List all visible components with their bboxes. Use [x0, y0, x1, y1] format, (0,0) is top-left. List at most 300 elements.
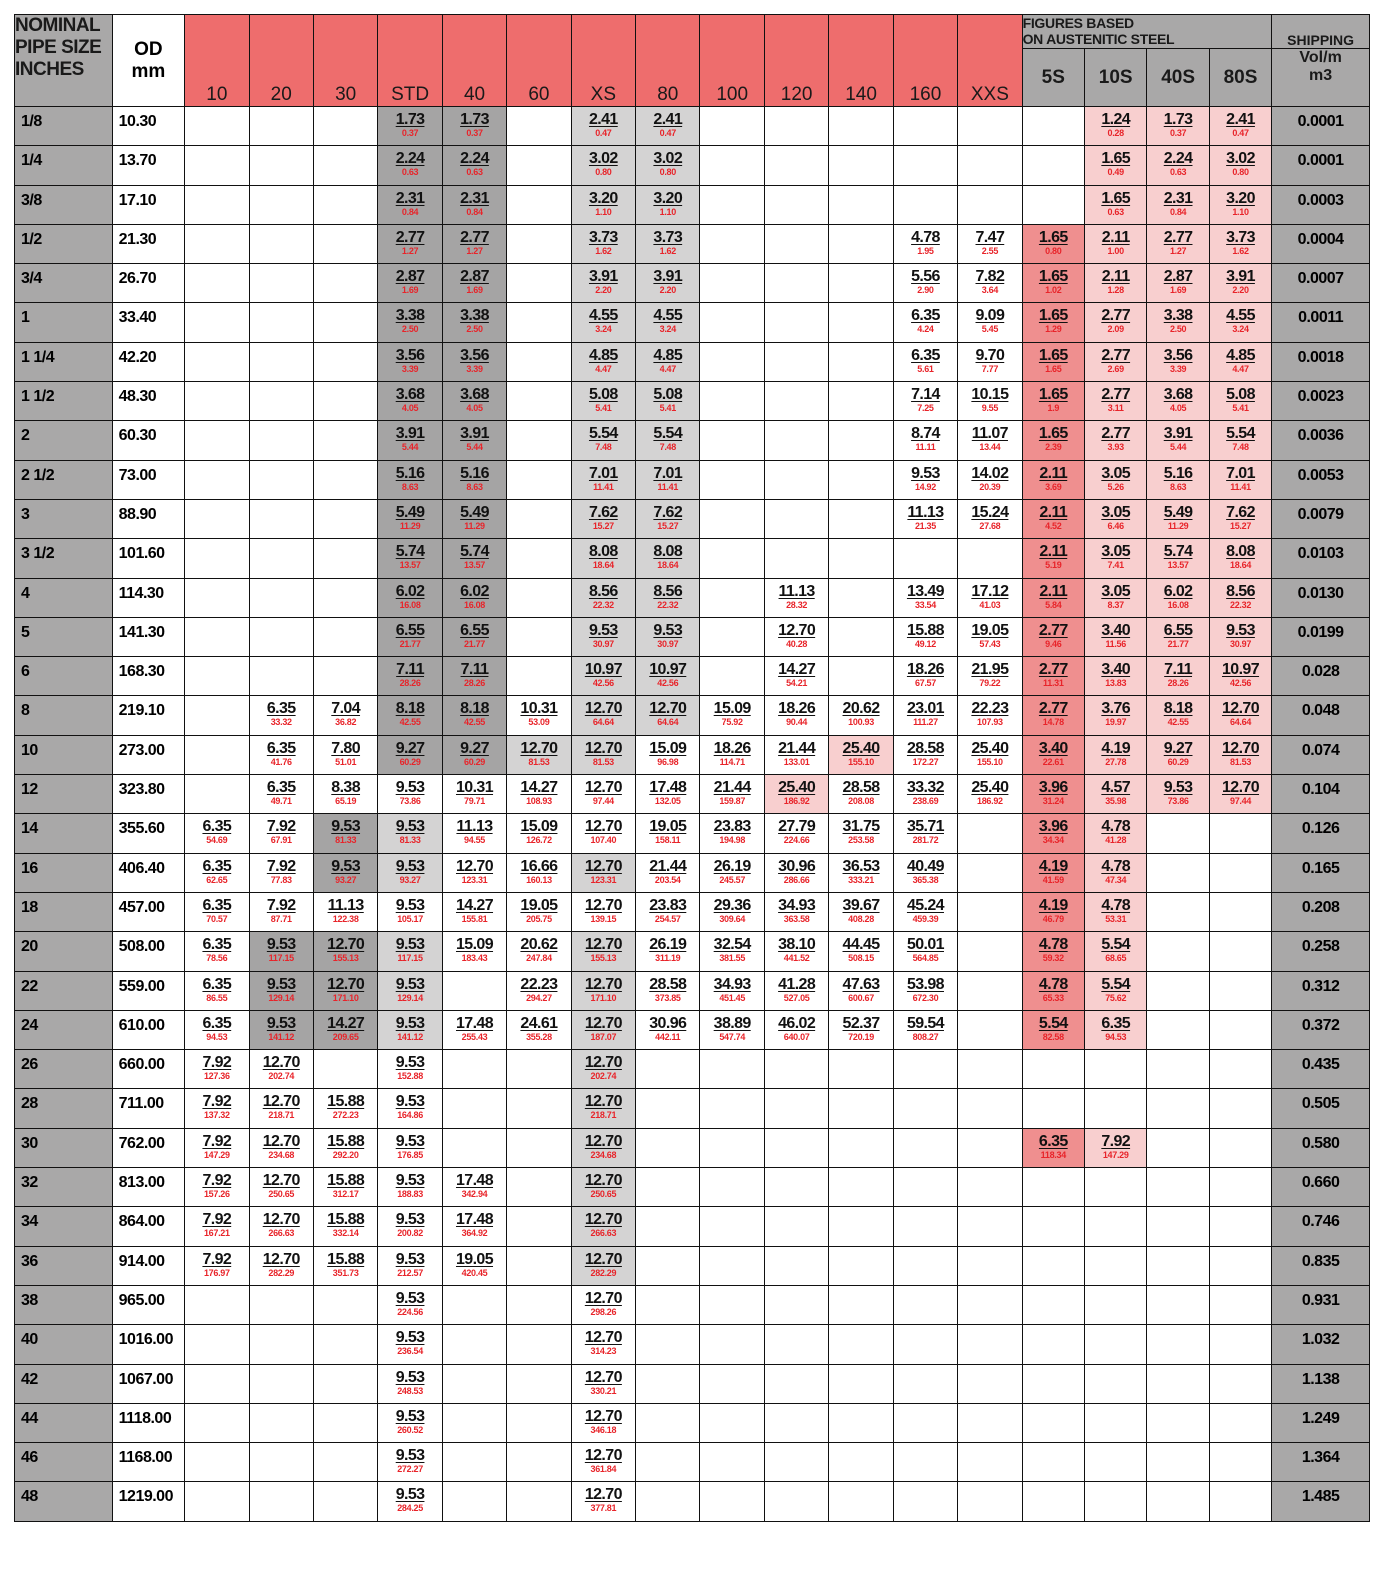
schedule-header-80: 80	[636, 15, 700, 107]
schedule-cell-60	[507, 421, 571, 460]
schedule-cell-120	[764, 1050, 828, 1089]
wall-thickness-mm: 23.83	[649, 896, 687, 914]
weight-value: 139.15	[590, 913, 617, 924]
schedule-cell-40	[442, 1482, 506, 1521]
schedule-cell-80s	[1209, 814, 1271, 853]
schedule-cell-xs	[571, 1010, 635, 1049]
schedule-cell-5s	[1022, 1207, 1084, 1246]
wall-thickness-mm: 21.95	[971, 661, 1009, 679]
schedule-cell-10	[185, 814, 249, 853]
weight-value: 19.97	[1105, 717, 1127, 728]
schedule-cell-80	[636, 932, 700, 971]
weight-value: 33.54	[914, 599, 936, 610]
wall-thickness-mm: 9.09	[975, 307, 1005, 325]
wall-thickness-mm: 5.56	[911, 268, 940, 286]
wall-thickness-mm: 9.53	[395, 1093, 425, 1111]
schedule-cell-160	[893, 814, 957, 853]
schedule-cell-30	[313, 185, 377, 224]
weight-value: 205.75	[526, 913, 552, 924]
schedule-cell-10s	[1085, 499, 1147, 538]
schedule-cell-80s	[1209, 932, 1271, 971]
schedule-cell-30	[313, 971, 377, 1010]
wall-thickness-mm: 5.16	[1163, 464, 1193, 482]
schedule-cell-xs	[571, 1482, 635, 1521]
weight-value: 0.28	[1107, 128, 1124, 138]
schedule-cell-40	[442, 1246, 506, 1285]
schedule-cell-160	[893, 1482, 957, 1521]
weight-value: 15.27	[592, 520, 614, 531]
wall-thickness-mm: 14.27	[778, 661, 816, 679]
weight-value: 272.23	[332, 1110, 359, 1121]
weight-value: 0.47	[659, 128, 676, 138]
schedule-cell-40s	[1147, 1482, 1209, 1521]
weight-value: 42.55	[1167, 717, 1189, 728]
schedule-cell-xxs	[958, 1168, 1022, 1207]
shipping-volume-cell: 0.746	[1272, 1207, 1370, 1246]
wall-thickness-mm: 8.18	[1163, 700, 1193, 718]
wall-thickness-mm: 12.70	[584, 1368, 622, 1386]
weight-value: 373.85	[654, 992, 681, 1003]
wall-thickness-mm: 2.11	[1039, 464, 1068, 482]
schedule-cell-80s	[1209, 1050, 1271, 1089]
weight-value: 208.08	[848, 796, 874, 807]
schedule-cell-std	[378, 1246, 442, 1285]
schedule-cell-10	[185, 932, 249, 971]
wall-thickness-mm: 3.76	[1101, 700, 1131, 718]
schedule-cell-5s	[1022, 185, 1084, 224]
schedule-cell-xxs	[958, 1050, 1022, 1089]
schedule-cell-10s	[1085, 342, 1147, 381]
od-cell: 406.40	[112, 853, 184, 892]
schedule-cell-std	[378, 107, 442, 146]
weight-value: 34.34	[1042, 835, 1064, 846]
schedule-cell-20	[249, 932, 313, 971]
schedule-cell-std	[378, 1010, 442, 1049]
wall-thickness-mm: 22.23	[971, 700, 1009, 718]
wall-thickness-mm: 17.48	[455, 1211, 494, 1229]
schedule-cell-10	[185, 1285, 249, 1324]
od-cell: 21.30	[112, 224, 184, 263]
wall-thickness-mm: 25.40	[842, 739, 880, 757]
table-row	[15, 1010, 1370, 1049]
table-row	[15, 1285, 1370, 1324]
weight-value: 81.33	[335, 835, 357, 846]
wall-thickness-mm: 12.70	[584, 739, 622, 757]
wall-thickness-mm: 3.56	[395, 346, 425, 364]
weight-value: 0.80	[659, 167, 676, 178]
schedule-cell-30	[313, 303, 377, 342]
weight-value: 245.57	[719, 874, 746, 885]
schedule-cell-20	[249, 1050, 313, 1089]
schedule-cell-xxs	[958, 657, 1022, 696]
weight-value: 1.27	[1169, 245, 1187, 256]
schedule-cell-140	[829, 303, 893, 342]
schedule-cell-40s	[1147, 1168, 1209, 1207]
weight-value: 1.00	[1107, 245, 1124, 256]
schedule-cell-120	[764, 499, 828, 538]
schedule-cell-140	[829, 1010, 893, 1049]
schedule-cell-10s	[1085, 657, 1147, 696]
od-cell: 114.30	[112, 578, 184, 617]
weight-value: 18.64	[657, 560, 679, 571]
schedule-cell-std	[378, 382, 442, 421]
schedule-cell-60	[507, 539, 571, 578]
wall-thickness-mm: 5.08	[653, 386, 683, 404]
schedule-cell-10	[185, 696, 249, 735]
schedule-cell-80	[636, 853, 700, 892]
schedule-cell-60	[507, 1168, 571, 1207]
wall-thickness-mm: 3.38	[395, 307, 425, 325]
wall-thickness-mm: 8.38	[331, 779, 361, 797]
schedule-cell-160	[893, 1364, 957, 1403]
weight-value: 4.47	[659, 363, 676, 374]
wall-thickness-mm: 1.65	[1101, 189, 1131, 207]
weight-value: 123.31	[590, 874, 617, 885]
wall-thickness-mm: 5.74	[395, 543, 425, 561]
wall-thickness-mm: 3.20	[1226, 189, 1255, 207]
schedule-cell-120	[764, 1246, 828, 1285]
schedule-header-10: 10	[185, 15, 249, 107]
schedule-cell-40	[442, 185, 506, 224]
nominal-size-cell: 32	[15, 1168, 113, 1207]
wall-thickness-mm: 5.54	[1038, 1014, 1068, 1032]
nominal-size-cell: 40	[15, 1325, 113, 1364]
weight-value: 286.66	[783, 874, 810, 885]
wall-thickness-mm: 7.01	[588, 464, 618, 482]
wall-thickness-mm: 3.96	[1038, 818, 1068, 836]
wall-thickness-mm: 9.53	[331, 818, 361, 836]
wall-thickness-mm: 41.28	[778, 975, 816, 993]
wall-thickness-mm: 6.35	[266, 779, 296, 797]
schedule-cell-120	[764, 1482, 828, 1521]
schedule-cell-30	[313, 1364, 377, 1403]
schedule-cell-120	[764, 460, 828, 499]
weight-value: 57.43	[979, 638, 1001, 649]
schedule-cell-10	[185, 853, 249, 892]
weight-value: 77.83	[270, 874, 292, 885]
weight-value: 1.28	[1107, 285, 1124, 296]
schedule-cell-80s	[1209, 578, 1271, 617]
schedule-cell-30	[313, 107, 377, 146]
wall-thickness-mm: 11.07	[971, 425, 1008, 443]
wall-thickness-mm: 12.70	[262, 1250, 300, 1268]
weight-value: 155.13	[332, 953, 359, 964]
schedule-cell-30	[313, 1325, 377, 1364]
wall-thickness-mm: 3.91	[1163, 425, 1193, 443]
table-row	[15, 1482, 1370, 1521]
schedule-cell-10	[185, 1325, 249, 1364]
schedule-cell-5s	[1022, 971, 1084, 1010]
wall-thickness-mm: 7.92	[202, 1132, 232, 1150]
schedule-cell-120	[764, 735, 828, 774]
weight-value: 1.62	[1232, 245, 1249, 256]
schedule-cell-100	[700, 735, 764, 774]
wall-thickness-mm: 40.49	[906, 857, 944, 875]
od-cell: 48.30	[112, 382, 184, 421]
schedule-cell-40	[442, 146, 506, 185]
schedule-cell-60	[507, 107, 571, 146]
wall-thickness-mm: 12.70	[455, 857, 494, 875]
wall-thickness-mm: 9.53	[395, 1289, 425, 1307]
weight-value: 33.32	[270, 717, 292, 728]
weight-value: 0.49	[1107, 167, 1124, 178]
weight-value: 314.23	[590, 1346, 617, 1357]
od-title-line-1: OD	[134, 38, 163, 60]
wall-thickness-mm: 36.53	[842, 857, 880, 875]
nominal-size-cell: 44	[15, 1403, 113, 1442]
schedule-cell-140	[829, 1246, 893, 1285]
wall-thickness-mm: 7.11	[1164, 661, 1193, 679]
schedule-cell-std	[378, 224, 442, 263]
schedule-cell-10s	[1085, 303, 1147, 342]
wall-thickness-mm: 11.13	[907, 503, 944, 521]
schedule-cell-std	[378, 735, 442, 774]
schedule-cell-5s	[1022, 578, 1084, 617]
shipping-volume-cell: 0.0130	[1272, 578, 1370, 617]
schedule-cell-60	[507, 460, 571, 499]
schedule-cell-100	[700, 146, 764, 185]
weight-value: 73.86	[1167, 796, 1189, 807]
schedule-cell-160	[893, 185, 957, 224]
schedule-cell-10s	[1085, 1443, 1147, 1482]
schedule-cell-160	[893, 421, 957, 460]
schedule-cell-100	[700, 264, 764, 303]
schedule-cell-10	[185, 1403, 249, 1442]
weight-value: 18.64	[1230, 560, 1252, 571]
schedule-cell-120	[764, 1325, 828, 1364]
weight-value: 22.32	[657, 599, 679, 610]
wall-thickness-mm: 5.49	[460, 503, 489, 521]
schedule-cell-10s	[1085, 1207, 1147, 1246]
weight-value: 141.12	[397, 1031, 423, 1042]
wall-thickness-mm: 3.68	[1163, 386, 1193, 404]
wall-thickness-mm: 9.53	[395, 1486, 425, 1504]
wall-thickness-mm: 3.68	[460, 386, 489, 404]
shipping-volume-cell: 0.0053	[1272, 460, 1370, 499]
schedule-cell-std	[378, 1443, 442, 1482]
schedule-cell-40s	[1147, 1128, 1209, 1167]
wall-thickness-mm: 7.01	[1226, 464, 1255, 482]
weight-value: 42.56	[592, 678, 614, 689]
schedule-cell-40s	[1147, 578, 1209, 617]
nominal-size-cell: 3/4	[15, 264, 113, 303]
schedule-cell-60	[507, 1482, 571, 1521]
schedule-cell-5s	[1022, 617, 1084, 656]
schedule-cell-40	[442, 460, 506, 499]
od-cell: 660.00	[112, 1050, 184, 1089]
schedule-cell-40s	[1147, 1443, 1209, 1482]
schedule-cell-30	[313, 421, 377, 460]
weight-value: 3.39	[401, 363, 419, 374]
wall-thickness-mm: 11.13	[778, 582, 815, 600]
weight-value: 0.63	[466, 167, 483, 178]
schedule-cell-5s	[1022, 1443, 1084, 1482]
schedule-cell-160	[893, 1325, 957, 1364]
weight-value: 0.63	[401, 167, 419, 178]
schedule-cell-5s	[1022, 1325, 1084, 1364]
weight-value: 1.02	[1045, 285, 1062, 296]
nominal-size-cell: 46	[15, 1443, 113, 1482]
schedule-cell-xxs	[958, 853, 1022, 892]
wall-thickness-mm: 6.35	[202, 975, 232, 993]
schedule-cell-40	[442, 1089, 506, 1128]
shipping-volume-cell: 0.505	[1272, 1089, 1370, 1128]
schedule-cell-5s	[1022, 303, 1084, 342]
table-row	[15, 1403, 1370, 1442]
wall-thickness-mm: 9.53	[653, 621, 683, 639]
wall-thickness-mm: 3.02	[588, 150, 618, 168]
weight-value: 194.98	[719, 835, 746, 846]
weight-value: 183.43	[461, 953, 488, 964]
schedule-cell-140	[829, 1285, 893, 1324]
schedule-cell-160	[893, 1050, 957, 1089]
schedule-cell-10	[185, 1443, 249, 1482]
weight-value: 5.26	[1107, 481, 1124, 492]
weight-value: 5.41	[659, 403, 676, 414]
schedule-cell-10	[185, 1168, 249, 1207]
wall-thickness-mm: 46.02	[778, 1014, 816, 1032]
wall-thickness-mm: 7.80	[331, 739, 361, 757]
schedule-cell-30	[313, 1443, 377, 1482]
weight-value: 87.71	[270, 913, 292, 924]
schedule-cell-40	[442, 224, 506, 263]
schedule-cell-40	[442, 578, 506, 617]
schedule-cell-140	[829, 185, 893, 224]
schedule-cell-10	[185, 499, 249, 538]
schedule-cell-60	[507, 1285, 571, 1324]
table-row	[15, 460, 1370, 499]
schedule-cell-20	[249, 617, 313, 656]
weight-value: 547.74	[719, 1031, 746, 1042]
schedule-cell-30	[313, 892, 377, 931]
schedule-cell-xs	[571, 1128, 635, 1167]
weight-value: 53.31	[1105, 913, 1127, 924]
wall-thickness-mm: 28.58	[649, 975, 687, 993]
wall-thickness-mm: 30.96	[649, 1014, 687, 1032]
schedule-cell-10	[185, 1089, 249, 1128]
schedule-cell-std	[378, 264, 442, 303]
weight-value: 114.71	[719, 756, 745, 767]
weight-value: 59.32	[1042, 953, 1064, 964]
wall-thickness-mm: 14.27	[520, 779, 558, 797]
nominal-size-cell: 6	[15, 657, 113, 696]
weight-value: 30.97	[657, 638, 679, 649]
wall-thickness-mm: 2.77	[1101, 307, 1131, 325]
schedule-cell-20	[249, 1482, 313, 1521]
schedule-cell-10	[185, 107, 249, 146]
weight-value: 4.05	[1169, 403, 1187, 414]
wall-thickness-mm: 3.38	[1163, 307, 1193, 325]
nominal-size-cell: 3	[15, 499, 113, 538]
wall-thickness-mm: 5.49	[395, 503, 425, 521]
weight-value: 28.26	[1167, 678, 1189, 689]
wall-thickness-mm: 6.55	[395, 621, 425, 639]
nominal-size-cell: 28	[15, 1089, 113, 1128]
schedule-cell-10	[185, 578, 249, 617]
wall-thickness-mm: 7.62	[1226, 503, 1255, 521]
shipping-volume-cell: 0.0023	[1272, 382, 1370, 421]
schedule-cell-40s	[1147, 1325, 1209, 1364]
weight-value: 3.93	[1107, 442, 1124, 453]
schedule-cell-40s	[1147, 146, 1209, 185]
weight-value: 365.38	[912, 874, 939, 885]
schedule-cell-140	[829, 1325, 893, 1364]
schedule-cell-10	[185, 617, 249, 656]
schedule-cell-40s	[1147, 499, 1209, 538]
od-cell: 1219.00	[112, 1482, 184, 1521]
wall-thickness-mm: 18.26	[713, 739, 751, 757]
wall-thickness-mm: 12.70	[1221, 739, 1260, 757]
weight-value: 42.56	[657, 678, 679, 689]
schedule-cell-xs	[571, 342, 635, 381]
nominal-size-cell: 16	[15, 853, 113, 892]
schedule-cell-40s	[1147, 1089, 1209, 1128]
wall-thickness-mm: 7.92	[1101, 1132, 1131, 1150]
weight-value: 21.77	[1167, 638, 1189, 649]
schedule-header-30: 30	[313, 15, 377, 107]
schedule-cell-120	[764, 578, 828, 617]
schedule-cell-20	[249, 1285, 313, 1324]
wall-thickness-mm: 2.77	[1101, 386, 1131, 404]
wall-thickness-mm: 15.09	[713, 700, 751, 718]
shipping-volume-cell: 0.208	[1272, 892, 1370, 931]
wall-thickness-mm: 2.77	[1038, 621, 1068, 639]
wall-thickness-mm: 12.70	[262, 1211, 300, 1229]
schedule-cell-std	[378, 1089, 442, 1128]
weight-value: 11.56	[1105, 638, 1126, 649]
wall-thickness-mm: 34.93	[778, 896, 816, 914]
schedule-cell-40s	[1147, 264, 1209, 303]
schedule-cell-120	[764, 696, 828, 735]
schedule-cell-120	[764, 1089, 828, 1128]
weight-value: 292.20	[332, 1149, 359, 1160]
schedule-cell-100	[700, 421, 764, 460]
weight-value: 147.29	[203, 1149, 230, 1160]
wall-thickness-mm: 3.91	[460, 425, 489, 443]
schedule-cell-60	[507, 892, 571, 931]
weight-value: 7.48	[595, 442, 612, 453]
schedule-cell-140	[829, 1128, 893, 1167]
wall-thickness-mm: 7.47	[975, 228, 1005, 246]
schedule-cell-xs	[571, 460, 635, 499]
schedule-cell-140	[829, 539, 893, 578]
schedule-cell-160	[893, 146, 957, 185]
weight-value: 31.24	[1042, 796, 1064, 807]
weight-value: 73.86	[399, 796, 421, 807]
weight-value: 377.81	[590, 1503, 617, 1514]
schedule-cell-40	[442, 382, 506, 421]
weight-value: 28.32	[786, 599, 808, 610]
schedule-cell-10s	[1085, 185, 1147, 224]
schedule-cell-40	[442, 1285, 506, 1324]
weight-value: 0.37	[1169, 128, 1187, 138]
schedule-cell-140	[829, 892, 893, 931]
wall-thickness-mm: 4.78	[1101, 818, 1131, 836]
schedule-cell-20	[249, 264, 313, 303]
schedule-cell-40s	[1147, 1010, 1209, 1049]
schedule-cell-xs	[571, 107, 635, 146]
od-cell: 73.00	[112, 460, 184, 499]
schedule-cell-60	[507, 1207, 571, 1246]
schedule-cell-40	[442, 892, 506, 931]
weight-value: 330.21	[590, 1385, 617, 1396]
wall-thickness-mm: 4.55	[588, 307, 618, 325]
weight-value: 64.64	[657, 717, 679, 728]
wall-thickness-mm: 9.53	[911, 464, 940, 482]
wall-thickness-mm: 2.87	[395, 268, 425, 286]
schedule-cell-std	[378, 1403, 442, 1442]
weight-value: 21.77	[463, 638, 486, 649]
